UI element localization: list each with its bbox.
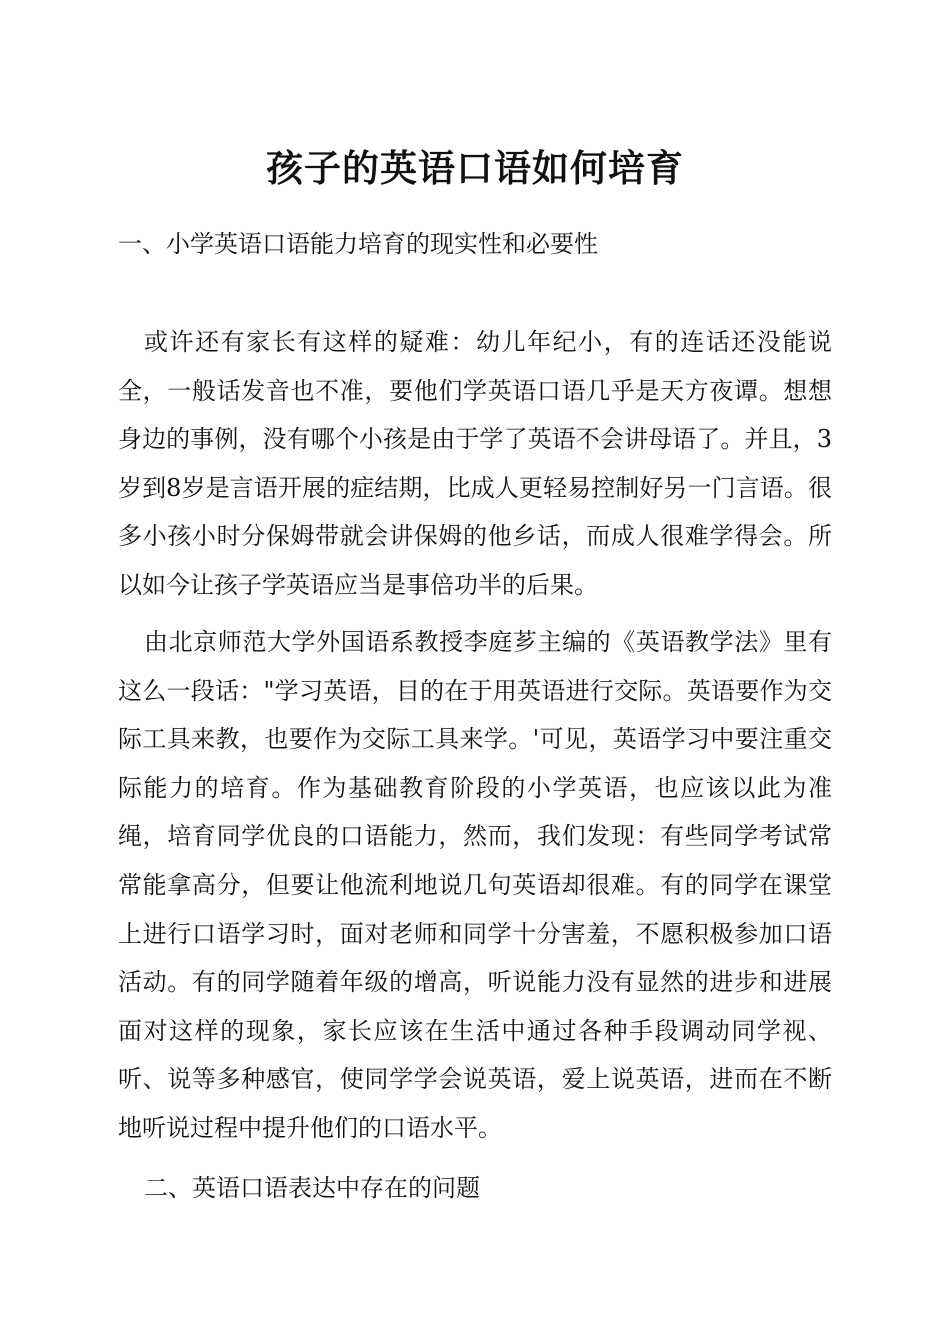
- section-heading-2: 二、英语口语表达中存在的问题: [144, 1174, 480, 1202]
- paragraph-2: 由北京师范大学外国语系教授李庭芗主编的《英语教学法》里有这么一段话："学习英语，目的在于用英语进行交际。英语要作为交际工具来教，也要作为交际工具来学。'可见，英语学习中要注重交际能力的培育。作为基础教育阶段的小学英语，也应该以此为准绳，培育同学优良的口语能力，然而，我们发现：有些同学考试常常能拿高分，但要让他流利地说几句英语却很难。有的同学在课堂上进行口语学习时，面对老师和同学十分害羞，不愿积极参加口语活动。有的同学随着年级的增高，听说能力没有显然的进步和进展面对这样的现象，家长应该在生活中通过各种手段调动同学视、听、说等多种感官，使同学学会说英语，爱上说英语，进而在不断地听说过程中提升他们的口语水平。: [118, 628, 832, 1142]
- section-heading-1: 一、小学英语口语能力培育的现实性和必要性: [118, 230, 598, 258]
- document-title: 孩子的英语口语如何培育: [266, 146, 684, 190]
- paragraph-1: 或许还有家长有这样的疑难：幼儿年纪小，有的连话还没能说全，一般话发音也不准，要他们学英语口语几乎是天方夜谭。想想身边的事例，没有哪个小孩是由于学了英语不会讲母语了。并且，3岁到8岁是言语开展的症结期，比成人更轻易控制好另一门言语。很多小孩小时分保姆带就会讲保姆的他乡话，而成人很难学得会。所以如今让孩子学英语应当是事倍功半的后果。: [118, 328, 832, 599]
